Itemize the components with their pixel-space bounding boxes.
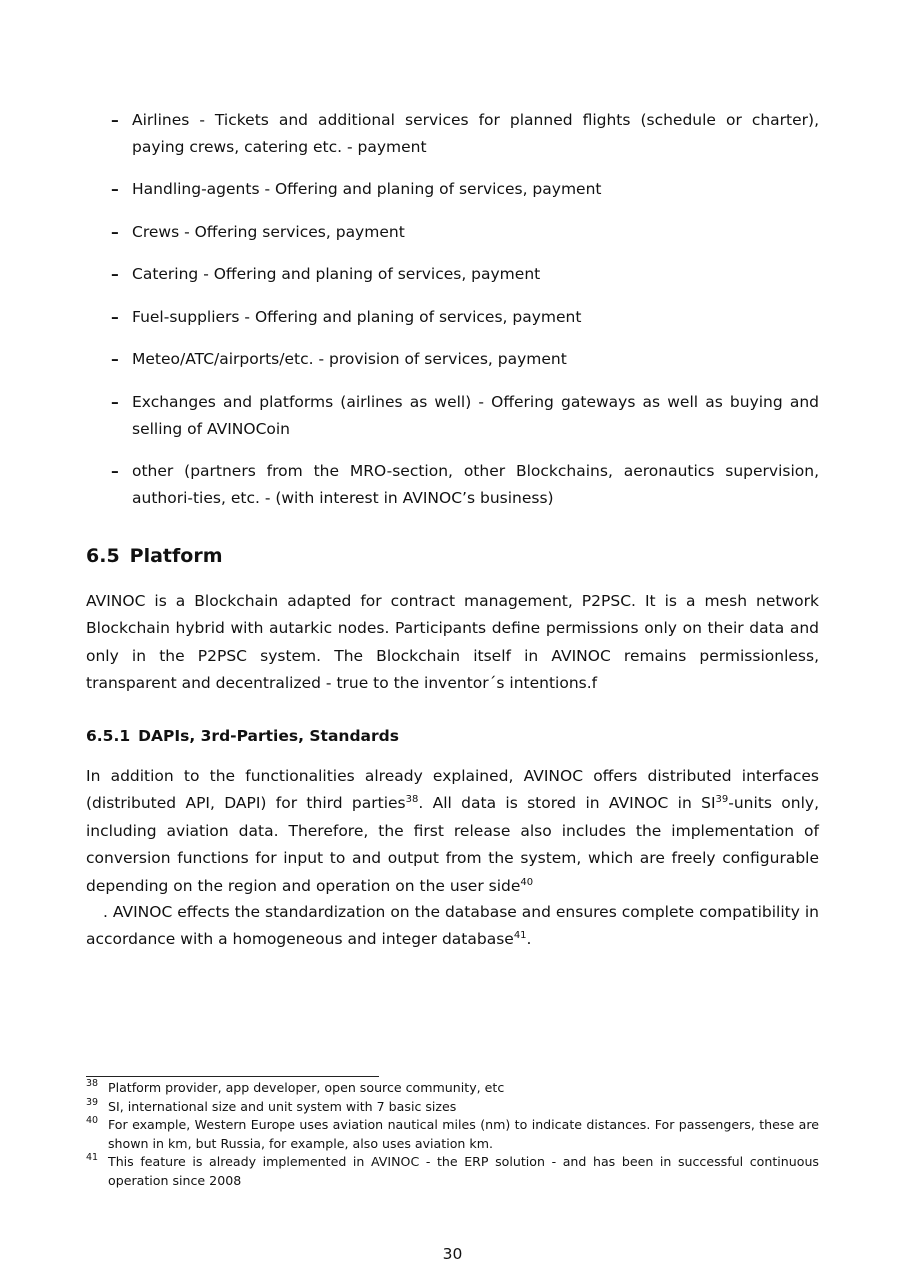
subsection-number: 6.5.1 xyxy=(86,727,131,745)
footnote xyxy=(86,1116,819,1153)
list-item-text: Exchanges and platforms (airlines as well) - Offering gateways as well as buying and selling of AVINOCoin xyxy=(132,393,819,438)
list-item-text: Airlines - Tickets and additional services for planned flights (schedule or charter), paying crews, catering etc. - payment xyxy=(132,111,819,156)
footnote-text: SI, international size and unit system with 7 basic sizes xyxy=(108,1098,457,1114)
list-item xyxy=(111,346,819,373)
list-item-text: Catering - Offering and planing of services, payment xyxy=(132,265,541,283)
footnote-mark: 41 xyxy=(86,1152,99,1163)
section-title: Platform xyxy=(129,545,223,567)
footnotes xyxy=(86,1079,819,1190)
footnote xyxy=(86,1153,819,1190)
footnote-text: For example, Western Europe uses aviation nautical miles (nm) to indicate distances. For passengers, these are shown in km, but Russia, for example, also uses aviation km. xyxy=(108,1117,819,1151)
list-item xyxy=(111,176,819,203)
dapis-text: -units only, including aviation data. Therefore, the first release also includes the implementation of conversion functions for input to and output from the system, which are freely configurable depending on the region and operation on the user side xyxy=(86,794,820,895)
bullet-dash: – xyxy=(111,223,119,241)
list-item xyxy=(111,219,819,246)
footnote-ref[interactable]: 41 xyxy=(513,930,527,942)
footnote-text: Platform provider, app developer, open source community, etc xyxy=(108,1080,505,1095)
footnote-mark: 39 xyxy=(86,1096,99,1108)
list-item xyxy=(111,458,819,512)
dapis-text: . All data is stored in AVINOC in SI xyxy=(418,794,716,813)
standardization-text: . xyxy=(526,930,532,949)
list-item xyxy=(111,304,819,331)
bullet-dash: – xyxy=(111,350,119,368)
footnote-ref[interactable]: 40 xyxy=(520,876,534,888)
standardization-text: . AVINOC effects the standardization on the database and ensures complete compatibility in accordance with a homogeneous and integer database xyxy=(86,903,819,949)
list-item-text: Meteo/ATC/airports/etc. - provision of services, payment xyxy=(132,350,567,368)
footnote xyxy=(86,1098,819,1117)
list-item xyxy=(111,107,819,161)
bullet-dash: – xyxy=(111,462,119,480)
bullet-dash: – xyxy=(111,393,119,411)
bullet-dash: – xyxy=(111,308,119,326)
dapis-paragraph xyxy=(86,763,819,900)
section-heading xyxy=(86,545,223,567)
footnote-mark: 38 xyxy=(86,1078,99,1089)
bullet-dash: – xyxy=(111,180,119,198)
standardization-paragraph xyxy=(86,899,819,954)
bullet-dash: – xyxy=(111,111,119,129)
footnote xyxy=(86,1079,819,1098)
list-item-text: other (partners from the MRO-section, other Blockchains, aeronautics supervision, authori-ties, etc. - (with interest in AVINOC’s business) xyxy=(132,462,819,507)
page-number: 30 xyxy=(442,1245,463,1263)
footnote-divider xyxy=(86,1076,379,1077)
footnote-mark: 40 xyxy=(86,1115,99,1126)
subsection-heading xyxy=(86,727,399,745)
section-number: 6.5 xyxy=(86,545,120,567)
list-item-text: Fuel-suppliers - Offering and planing of services, payment xyxy=(132,308,582,326)
bullet-dash: – xyxy=(111,265,119,283)
subsection-title: DAPIs, 3rd-Parties, Standards xyxy=(138,727,399,745)
list-item xyxy=(111,389,819,443)
list-item-text: Crews - Offering services, payment xyxy=(132,223,405,241)
footnote-text: This feature is already implemented in AVINOC - the ERP solution - and has been in successful continuous operation since 2008 xyxy=(108,1154,819,1188)
footnote-ref[interactable]: 39 xyxy=(715,794,729,806)
list-item xyxy=(111,261,819,288)
list-item-text: Handling-agents - Offering and planing of services, payment xyxy=(132,180,602,198)
platform-paragraph: AVINOC is a Blockchain adapted for contract management, P2PSC. It is a mesh network Blockchain hybrid with autarkic nodes. Participants define permissions only on their data and only in the P2PSC system. The Blockchain itself in AVINOC remains permissionless, transparent and decentralized - true to the inventor´s intentions.f xyxy=(86,592,819,693)
dapis-text: In addition to the functionalities already explained, AVINOC offers distributed interfaces (distributed API, DAPI) for third parties xyxy=(86,767,819,813)
footnote-ref[interactable]: 38 xyxy=(405,794,419,806)
